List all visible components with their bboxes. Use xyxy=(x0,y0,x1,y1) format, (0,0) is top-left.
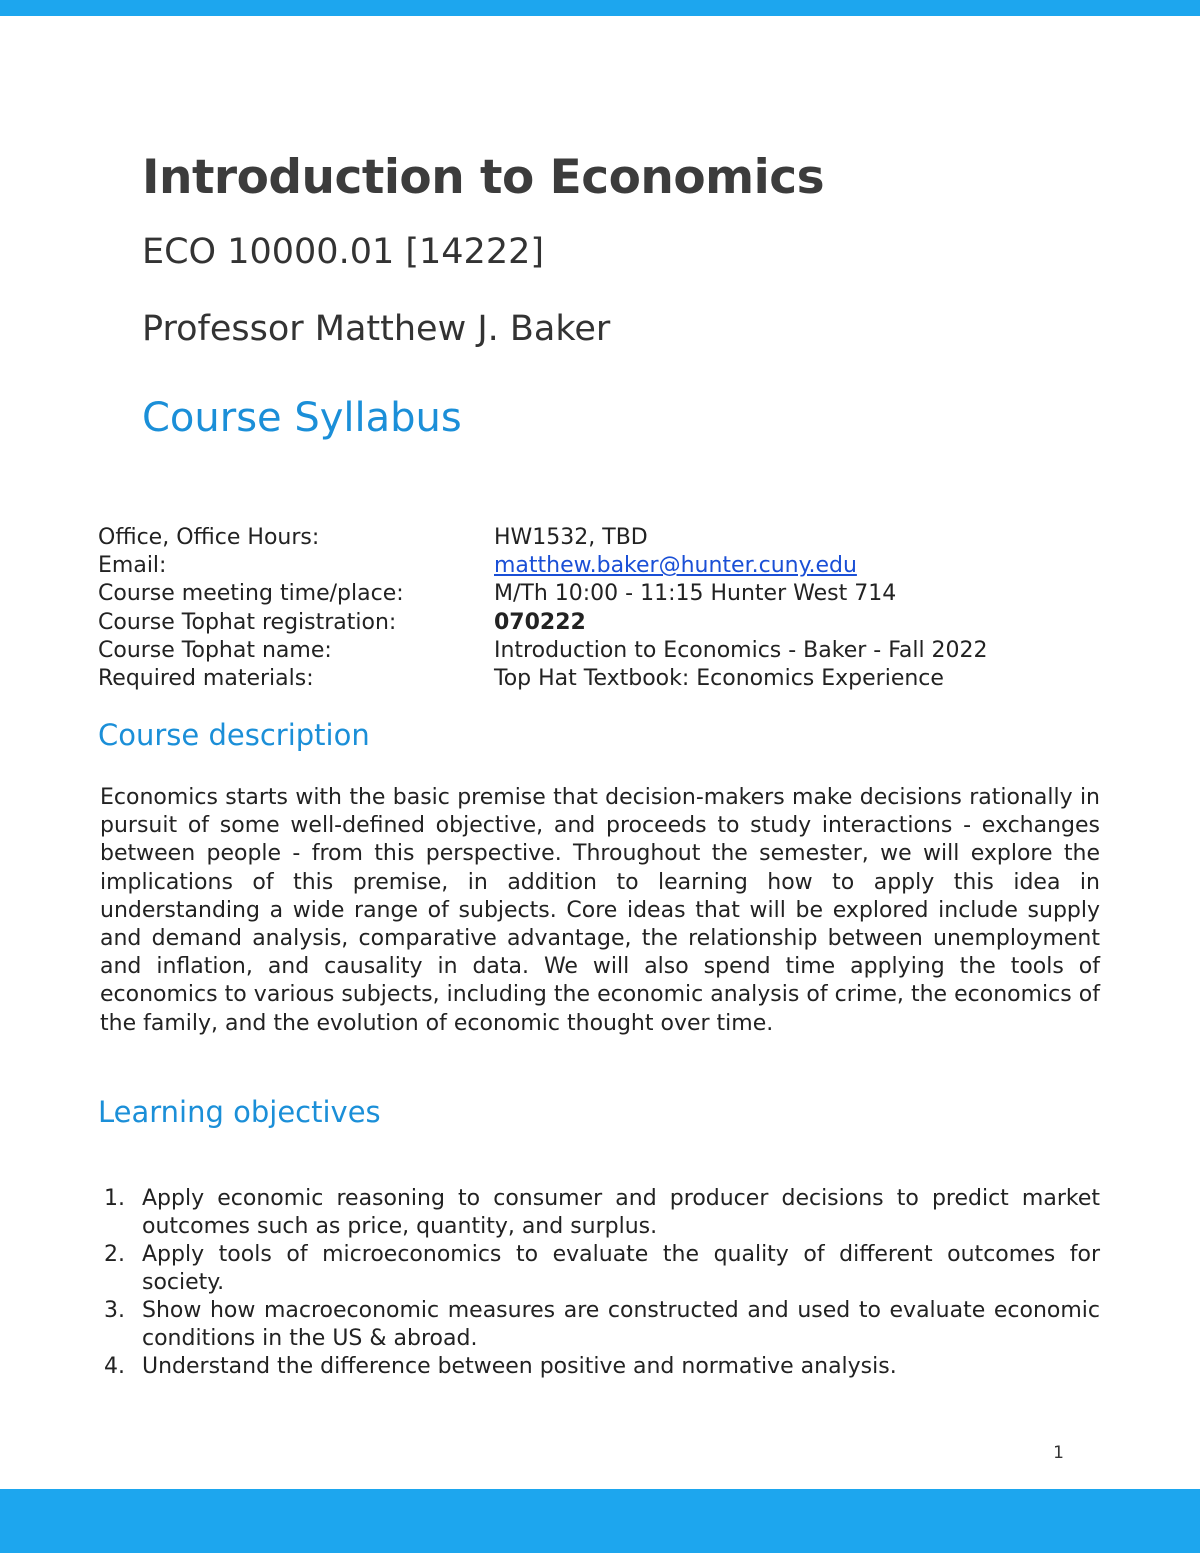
course-description-text: Economics starts with the basic premise that decision-makers make decisions rationally in pursuit of some well-defined objective, and proceeds to study interactions - exchanges between people - from this perspective. Throughout the semester, we will explore the implications of this premise, in addition to learning how to apply this idea in understanding a wide range of subjects. Core ideas that will be explored include supply and demand analysis, comparative advantage, the relationship between unemployment and inflation, and causality in data. We will also spend time applying the tools of economics to various subjects, including the economic analysis of crime, the economics of the family, and the evolution of economic thought over time. xyxy=(100,785,1100,1036)
page-title: Introduction to Economics xyxy=(142,150,825,205)
learning-objectives-heading: Learning objectives xyxy=(98,1095,381,1129)
info-label: Email: xyxy=(98,553,167,579)
course-code: ECO 10000.01 [14222] xyxy=(142,232,545,272)
list-item-number: 2. xyxy=(104,1242,125,1267)
info-row-tophat-name xyxy=(98,637,988,665)
info-value: 070222 xyxy=(494,609,586,635)
list-item-number: 1. xyxy=(104,1186,125,1211)
list-item-number: 3. xyxy=(104,1298,125,1323)
info-label: Course meeting time/place: xyxy=(98,581,404,607)
list-item-text: Show how macroeconomic measures are constructed and used to evaluate economic conditions in the US & abroad. xyxy=(142,1298,1100,1351)
page-number: 1 xyxy=(1053,1443,1064,1463)
list-item xyxy=(104,1353,1100,1381)
list-item-text: Apply economic reasoning to consumer and producer decisions to predict market outcomes such as price, quantity, and surplus. xyxy=(142,1186,1100,1239)
email-link[interactable]: matthew.baker@hunter.cuny.edu xyxy=(494,553,857,579)
info-label: Office, Office Hours: xyxy=(98,525,320,550)
info-value xyxy=(494,552,857,580)
list-item xyxy=(104,1241,1100,1297)
info-label: Required materials: xyxy=(98,666,314,692)
professor-name: Professor Matthew J. Baker xyxy=(142,309,611,349)
info-value: Introduction to Economics - Baker - Fall 2022 xyxy=(494,637,988,663)
course-info-table xyxy=(98,524,988,693)
info-value: HW1532, TBD xyxy=(494,525,648,550)
info-row-email xyxy=(98,552,988,580)
info-label: Course Tophat registration: xyxy=(98,609,397,635)
info-row-tophat-registration xyxy=(98,609,988,637)
list-item-number: 4. xyxy=(104,1354,125,1379)
list-item-text: Apply tools of microeconomics to evaluate the quality of different outcomes for society. xyxy=(142,1242,1100,1295)
info-label: Course Tophat name: xyxy=(98,637,332,663)
list-item xyxy=(104,1297,1100,1353)
info-value: Top Hat Textbook: Economics Experience xyxy=(494,666,944,692)
bottom-accent-bar xyxy=(0,1489,1200,1553)
info-value: M/Th 10:00 - 11:15 Hunter West 714 xyxy=(494,581,897,607)
list-item xyxy=(104,1185,1100,1241)
info-row-materials xyxy=(98,665,988,693)
top-accent-bar xyxy=(0,0,1200,16)
list-item-text: Understand the difference between positive and normative analysis. xyxy=(142,1354,897,1379)
info-row-office xyxy=(98,524,988,552)
document-subtitle: Course Syllabus xyxy=(142,395,462,441)
learning-objectives-list xyxy=(104,1185,1100,1381)
info-row-meeting xyxy=(98,580,988,608)
course-description-heading: Course description xyxy=(98,718,370,752)
